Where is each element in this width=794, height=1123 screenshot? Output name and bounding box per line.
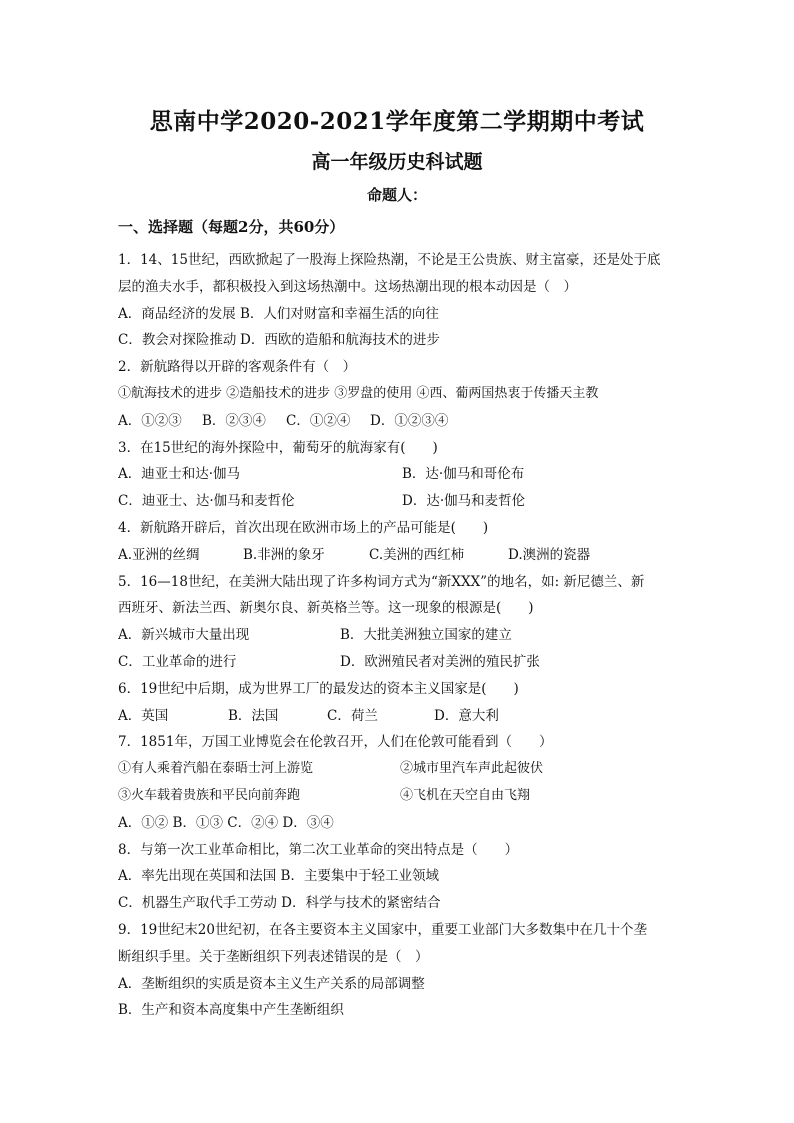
q9-option-a: A．垄断组织的实质是资本主义生产关系的局部调整 [118, 975, 425, 992]
q5-stem-line1: 5．16—18世纪，在美洲大陆出现了许多构词方式为“新XXX”的地名，如: 新尼德兰、新 [118, 573, 645, 590]
q6-option-b: B．法国 [228, 707, 279, 724]
q2-stem: 2．新航路得以开辟的客观条件有（ ） [118, 359, 357, 376]
q4-option-c: C.美洲的西红柿 [369, 546, 465, 563]
q7-item-2: ②城市里汽车声此起彼伏 [400, 761, 544, 777]
q6-option-c: C．荷兰 [327, 707, 378, 724]
q1-stem-line2: 层的渔夫水手，都积极投入到这场热潮中。这场热潮出现的根本动因是（ ） [118, 278, 577, 295]
q1-option-a: A．商品经济的发展 [118, 305, 236, 322]
q5-option-d: D．欧洲殖民者对美洲的殖民扩张 [340, 653, 540, 670]
q7-item-4: ④飞机在天空自由飞翔 [400, 787, 531, 803]
q4-options [118, 542, 684, 569]
q1-options-cd [118, 327, 684, 354]
q5-option-a: A．新兴城市大量出现 [118, 627, 250, 644]
q2-option-b: B．②③④ [202, 412, 266, 429]
q4-stem: 4．新航路开辟后，首次出现在欧洲市场上的产品可能是( ) [118, 519, 489, 536]
q4-option-d: D.澳洲的瓷器 [508, 546, 591, 563]
q3-option-b: B．达·伽马和哥伦布 [402, 466, 525, 483]
q2-items: ①航海技术的进步 ②造船技术的进步 ③罗盘的使用 ④西、葡两国热衷于传播天主教 [118, 385, 599, 401]
q7-stem: 7．1851年，万国工业博览会在伦敦召开，人们在伦敦可能看到（ ） [118, 734, 553, 751]
q6-option-a: A．英国 [118, 707, 169, 724]
q2-option-a: A．①②③ [118, 412, 182, 429]
q1-option-d: D．西欧的造船和航海技术的进步 [240, 332, 440, 349]
q5-options-cd [118, 649, 684, 676]
q9-stem-line1: 9．19世纪末20世纪初，在各主要资本主义国家中，重要工业部门大多数集中在几十个垄 [118, 921, 647, 938]
question-list [118, 247, 684, 1024]
q9-stem-line2: 断组织手里。关于垄断组织下列表述错误的是（ ） [118, 948, 429, 965]
q1-option-b: B．人们对财富和幸福生活的向往 [240, 305, 439, 322]
q7-item-1: ①有人乘着汽船在泰晤士河上游览 [118, 761, 314, 777]
q4-option-b: B.非洲的象牙 [243, 546, 325, 563]
section-heading: 一、选择题（每题2分，共60分） [118, 218, 345, 236]
q7-items-34 [118, 783, 684, 810]
q2-option-c: C．①②④ [286, 412, 351, 429]
q5-options-ab [118, 622, 684, 649]
q2-options [118, 408, 684, 435]
q6-option-d: D．意大利 [434, 707, 499, 724]
q6-options [118, 703, 684, 730]
q9-option-b: B．生产和资本高度集中产生垄断组织 [118, 1002, 344, 1019]
exam-title: 思南中学2020-2021学年度第二学期期中考试 [149, 108, 645, 135]
q1-option-c: C．教会对探险推动 [118, 332, 237, 349]
q3-option-d: D．达·伽马和麦哲伦 [402, 493, 526, 510]
q7-options: A．①② B．①③ C．②④ D．③④ [118, 814, 334, 831]
q4-option-a: A.亚洲的丝绸 [118, 546, 200, 563]
q8-options-ab: A．率先出现在英国和法国 B．主要集中于轻工业领域 [118, 868, 439, 885]
q5-option-c: C．工业革命的进行 [118, 653, 237, 670]
q7-items-12 [118, 756, 684, 783]
q3-options-cd [118, 488, 684, 515]
q3-stem: 3．在15世纪的海外探险中，葡萄牙的航海家有( ) [118, 439, 438, 456]
q8-stem: 8．与第一次工业革命相比，第二次工业革命的突出特点是（ ） [118, 841, 519, 858]
q5-option-b: B．大批美洲独立国家的建立 [340, 627, 512, 644]
q3-option-c: C．迪亚士、达·伽马和麦哲伦 [118, 493, 295, 510]
exam-subtitle: 高一年级历史科试题 [311, 151, 483, 173]
q3-option-a: A．迪亚士和达·伽马 [118, 466, 241, 483]
q2-option-d: D．①②③④ [370, 412, 449, 429]
author-label: 命题人： [366, 186, 427, 204]
q8-options-cd: C．机器生产取代手工劳动 D．科学与技术的紧密结合 [118, 895, 441, 912]
q6-stem: 6．19世纪中后期，成为世界工厂的最发达的资本主义国家是( ) [118, 680, 519, 697]
q7-item-3: ③火车载着贵族和平民向前奔跑 [118, 787, 301, 803]
q3-options-ab [118, 461, 684, 488]
q1-stem-line1: 1．14、15世纪，西欧掀起了一股海上探险热潮，不论是王公贵族、财主富豪，还是处于底 [118, 252, 661, 268]
q1-options-ab [118, 301, 684, 328]
q5-stem-line2: 西班牙、新法兰西、新奥尔良、新英格兰等。这一现象的根源是( ) [118, 600, 534, 617]
